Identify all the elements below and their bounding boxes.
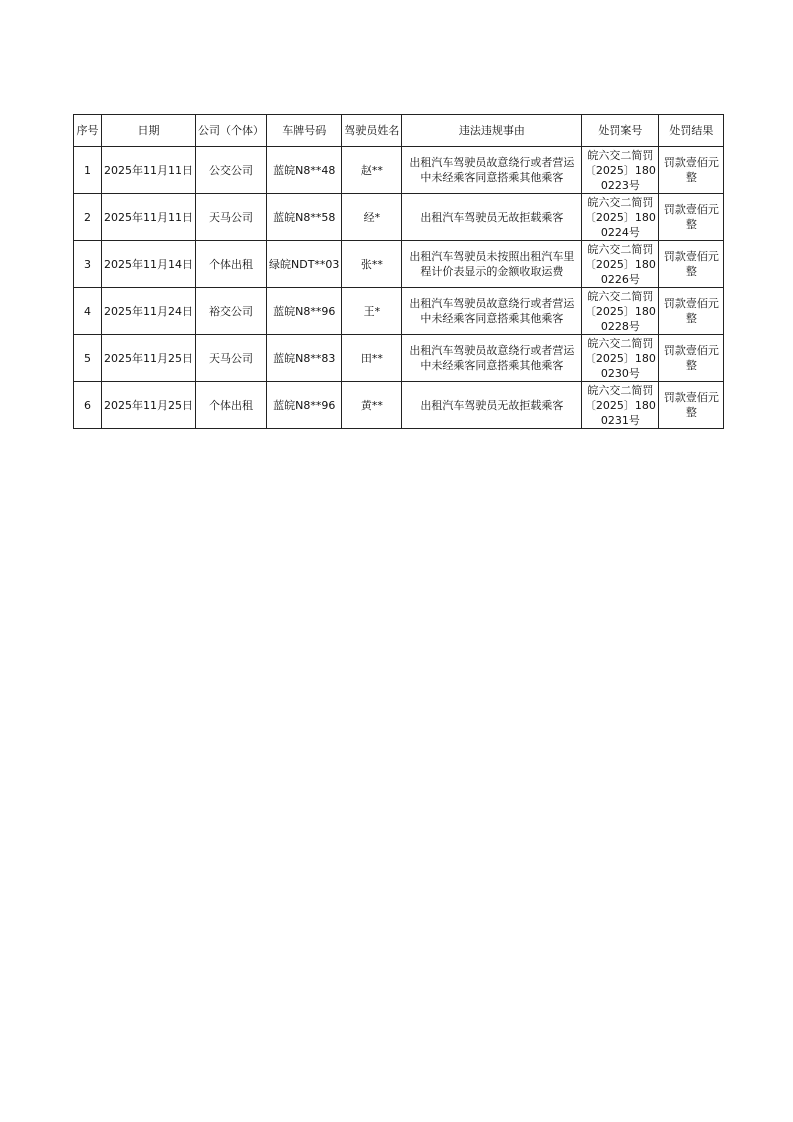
cell-result: 罚款壹佰元整 <box>659 288 724 335</box>
table-row <box>74 288 724 335</box>
cell-plate: 蓝皖N8**96 <box>267 288 342 335</box>
cell-case-no: 皖六交二简罚〔2025〕1800223号 <box>582 147 659 194</box>
cell-date: 2025年11月14日 <box>102 241 196 288</box>
cell-date: 2025年11月11日 <box>102 194 196 241</box>
table-row <box>74 241 724 288</box>
header-no: 序号 <box>74 115 102 147</box>
cell-result: 罚款壹佰元整 <box>659 194 724 241</box>
cell-no: 6 <box>74 382 102 429</box>
cell-reason: 出租汽车驾驶员故意绕行或者营运中未经乘客同意搭乘其他乘客 <box>402 335 582 382</box>
table-row <box>74 147 724 194</box>
cell-case-no: 皖六交二简罚〔2025〕1800231号 <box>582 382 659 429</box>
cell-no: 1 <box>74 147 102 194</box>
table-row <box>74 194 724 241</box>
cell-company: 天马公司 <box>196 335 267 382</box>
header-driver: 驾驶员姓名 <box>342 115 402 147</box>
header-plate: 车牌号码 <box>267 115 342 147</box>
cell-result: 罚款壹佰元整 <box>659 241 724 288</box>
table-row <box>74 382 724 429</box>
cell-case-no: 皖六交二简罚〔2025〕1800230号 <box>582 335 659 382</box>
header-company: 公司（个体） <box>196 115 267 147</box>
cell-reason: 出租汽车驾驶员未按照出租汽车里程计价表显示的金额收取运费 <box>402 241 582 288</box>
header-row <box>74 115 724 147</box>
cell-case-no: 皖六交二简罚〔2025〕1800224号 <box>582 194 659 241</box>
cell-plate: 蓝皖N8**48 <box>267 147 342 194</box>
cell-result: 罚款壹佰元整 <box>659 382 724 429</box>
cell-date: 2025年11月11日 <box>102 147 196 194</box>
cell-driver: 黄** <box>342 382 402 429</box>
cell-no: 4 <box>74 288 102 335</box>
cell-driver: 赵** <box>342 147 402 194</box>
header-case-no: 处罚案号 <box>582 115 659 147</box>
cell-result: 罚款壹佰元整 <box>659 147 724 194</box>
header-reason: 违法违规事由 <box>402 115 582 147</box>
cell-reason: 出租汽车驾驶员无故拒载乘客 <box>402 194 582 241</box>
cell-reason: 出租汽车驾驶员故意绕行或者营运中未经乘客同意搭乘其他乘客 <box>402 288 582 335</box>
cell-driver: 田** <box>342 335 402 382</box>
cell-date: 2025年11月24日 <box>102 288 196 335</box>
cell-company: 个体出租 <box>196 382 267 429</box>
header-result: 处罚结果 <box>659 115 724 147</box>
cell-date: 2025年11月25日 <box>102 382 196 429</box>
cell-plate: 蓝皖N8**83 <box>267 335 342 382</box>
cell-reason: 出租汽车驾驶员故意绕行或者营运中未经乘客同意搭乘其他乘客 <box>402 147 582 194</box>
cell-plate: 蓝皖N8**58 <box>267 194 342 241</box>
cell-no: 2 <box>74 194 102 241</box>
cell-plate: 绿皖NDT**03 <box>267 241 342 288</box>
penalty-table <box>73 114 724 429</box>
cell-date: 2025年11月25日 <box>102 335 196 382</box>
cell-case-no: 皖六交二简罚〔2025〕1800226号 <box>582 241 659 288</box>
cell-company: 个体出租 <box>196 241 267 288</box>
cell-driver: 经* <box>342 194 402 241</box>
cell-driver: 张** <box>342 241 402 288</box>
cell-driver: 王* <box>342 288 402 335</box>
header-date: 日期 <box>102 115 196 147</box>
cell-no: 5 <box>74 335 102 382</box>
cell-reason: 出租汽车驾驶员无故拒载乘客 <box>402 382 582 429</box>
cell-plate: 蓝皖N8**96 <box>267 382 342 429</box>
cell-company: 天马公司 <box>196 194 267 241</box>
cell-case-no: 皖六交二简罚〔2025〕1800228号 <box>582 288 659 335</box>
table-row <box>74 335 724 382</box>
cell-result: 罚款壹佰元整 <box>659 335 724 382</box>
cell-company: 公交公司 <box>196 147 267 194</box>
cell-company: 裕交公司 <box>196 288 267 335</box>
cell-no: 3 <box>74 241 102 288</box>
